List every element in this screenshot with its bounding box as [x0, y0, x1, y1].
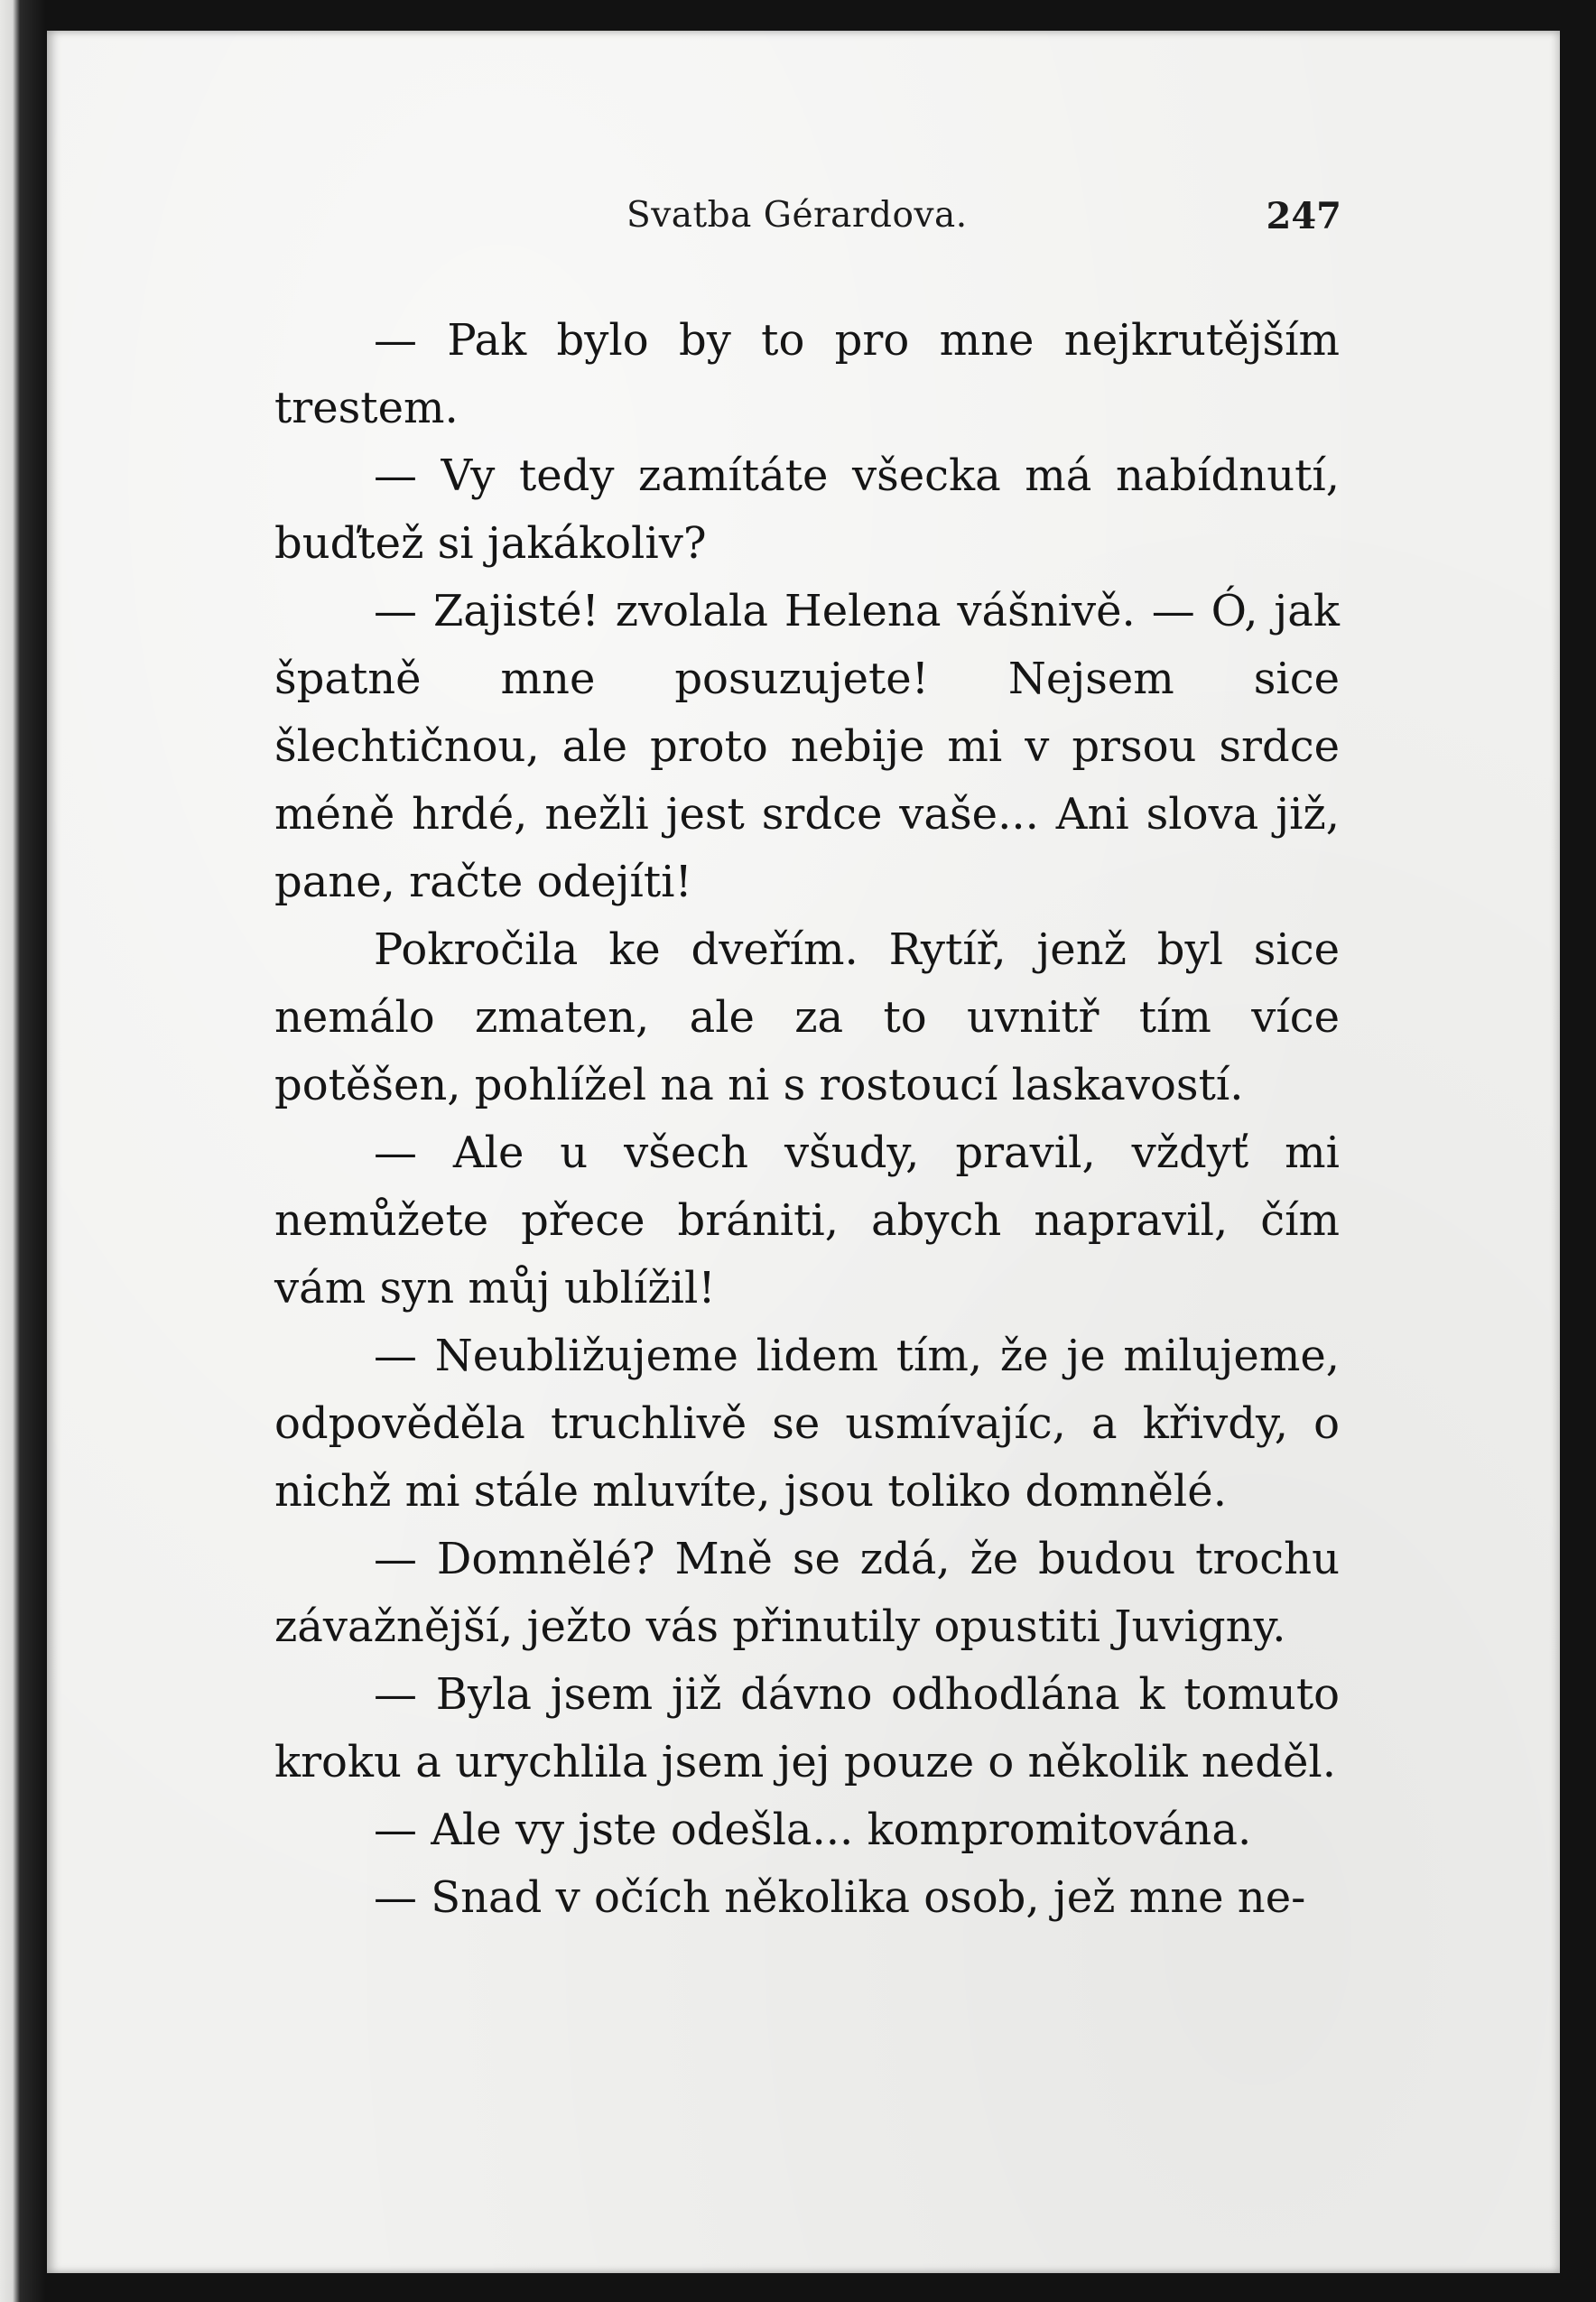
paragraph: — Ale vy jste odešla... kompromitována. [374, 1805, 1252, 1855]
paragraph: — Pak bylo by to pro mne nejkrutějším trestem. [274, 315, 1340, 433]
paragraph: — Ale u všech všudy, pravil, vždyť mi nemůžete přece brániti, abych napravil, čím vám syn můj ublížil! [274, 1128, 1340, 1313]
paragraph: Pokročila ke dveřím. Rytíř, jenž byl sice nemálo zmaten, ale za to uvnitř tím více potěšen, pohlížel na ni s rostoucí laskavostí. [274, 924, 1340, 1110]
paragraph: — Byla jsem již dávno odhodlána k tomuto kroku a urychlila jsem jej pouze o několik neděl. [274, 1669, 1340, 1787]
paragraph: — Zajisté! zvolala Helena vášnivě. — Ó, jak špatně mne posuzujete! Nejsem sice šlechtičnou, ale proto nebije mi v prsou srdce méně hrdé, nežli jest srdce vaše... Ani slova již, pane, račte odejíti! [274, 586, 1340, 907]
running-title: Svatba Gérardova. [626, 195, 968, 236]
paragraph: — Neubližujeme lidem tím, že je milujeme, odpověděla truchlivě se usmívajíc, a křivdy, o nichž mi stále mluvíte, jsou toliko domnělé. [274, 1331, 1340, 1517]
paragraph: — Domnělé? Mně se zdá, že budou trochu závažnější, ježto vás přinutily opustiti Juvigny. [274, 1534, 1340, 1652]
running-head [271, 195, 1341, 249]
paragraph: — Vy tedy zamítáte všecka má nabídnutí, buďtež si jakákoliv? [274, 450, 1340, 569]
paragraph: — Snad v očích několika osob, jež mne ne- [374, 1872, 1306, 1923]
facing-page-edge [0, 0, 47, 2302]
page-number: 247 [1266, 195, 1341, 237]
body-text [274, 307, 1340, 1932]
